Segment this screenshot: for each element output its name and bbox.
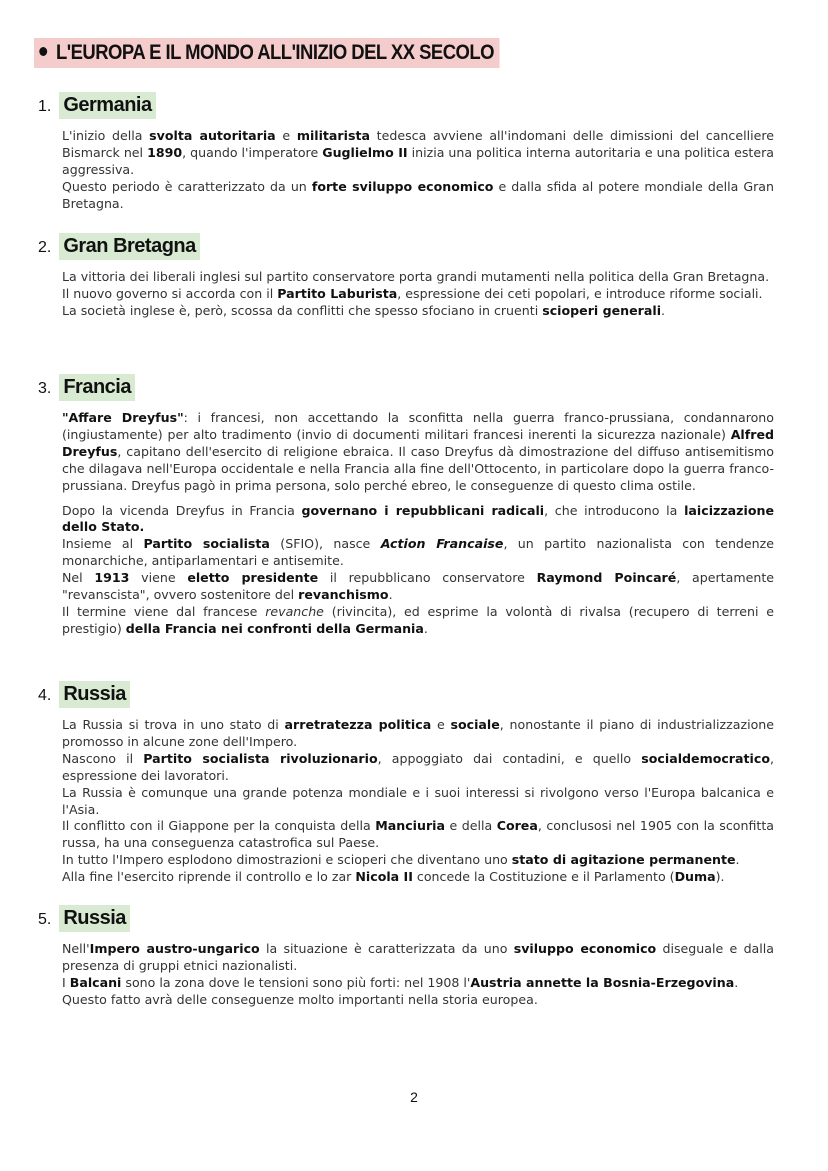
page-number: 2 xyxy=(410,1089,418,1105)
paragraph: Dopo la vicenda Dreyfus in Francia governano i repubblicani radicali, che introducono la laicizzazione dello Stato. xyxy=(62,502,774,535)
paragraph: La Russia si trova in uno stato di arretratezza politica e sociale, nonostante il piano di industrializzazione promosso in alcune zone dell'Impero. xyxy=(62,717,775,749)
bullet-icon xyxy=(39,47,47,56)
paragraph: Questo fatto avrà delle conseguenze molto importanti nella storia europea. xyxy=(62,991,538,1007)
paragraph: La vittoria dei liberali inglesi sul partito conservatore porta grandi mutamenti nella politica della Gran Bretagna. xyxy=(62,269,770,284)
section-body-germania xyxy=(62,128,774,213)
paragraph: Il termine viene dal francese revanche (rivincita), ed esprime la volontà di rivalsa (recupero di terreni e prestigio) della Francia nei confronti della Germania. xyxy=(62,603,774,636)
page-title: L'EUROPA E IL MONDO ALL'INIZIO DEL XX SECOLO xyxy=(34,38,499,68)
section-heading-austria: 5. Russia xyxy=(38,905,130,932)
paragraph: L'inizio della svolta autoritaria e militarista tedesca avviene all'indomani delle dimissioni del cancelliere Bismarck nel 1890, quando l'imperatore Guglielmo II inizia una politica interna autoritaria e una politica estera aggressiva. xyxy=(62,128,775,177)
paragraph: In tutto l'Impero esplodono dimostrazioni e scioperi che diventano uno stato di agitazione permanente. xyxy=(62,852,740,868)
section-body-russia xyxy=(62,717,774,886)
section-heading-russia: 4. Russia xyxy=(38,681,130,708)
paragraph: Nel 1913 viene eletto presidente il repubblicano conservatore Raymond Poincaré, apertamente "revanscista", ovvero sostenitore del revanchismo. xyxy=(62,570,775,603)
paragraph: "Affare Dreyfus": i francesi, non accettando la sconfitta nella guerra franco-prussiana, condannarono (ingiustamente) per alto tradimento (invio di documenti militari francesi inerenti la sicurezza nazionale) Alfred Dreyfus, capitano dell'esercito di religione ebraica. Il caso Dreyfus dà dimostrazione del diffuso antisemitismo che dilagava nell'Europa occidentale e nella Francia alla fine dell'Ottocento, in particolare dopo la guerra franco-prussiana. Dreyfus pagò in prima persona, solo perché ebreo, le conseguenze di questo clima ostile. xyxy=(62,410,774,493)
section-body-francia xyxy=(62,410,774,638)
paragraph: Nell'Impero austro-ungarico la situazione è caratterizzata da uno sviluppo economico diseguale e dalla presenza di gruppi etnici nazionalisti. xyxy=(62,941,774,973)
paragraph: Alla fine l'esercito riprende il controllo e lo zar Nicola II concede la Costituzione e il Parlamento (Duma). xyxy=(62,869,725,885)
section-heading-germania: 1. Germania xyxy=(38,92,156,119)
paragraph: Nascono il Partito socialista rivoluzionario, appoggiato dai contadini, e quello socialdemocratico, espressione dei lavoratori. xyxy=(62,750,774,783)
section-body-austria xyxy=(62,941,774,1009)
section-body-gran-bretagna xyxy=(62,269,774,320)
section-heading-francia: 3. Francia xyxy=(38,374,135,401)
paragraph: Il conflitto con il Giappone per la conquista della Manciuria e della Corea, conclusosi nel 1905 con la sconfitta russa, ha una conseguenza catastrofica sul Paese. xyxy=(62,818,774,851)
paragraph: Insieme al Partito socialista (SFIO), nasce Action Francaise, un partito nazionalista con tendenze monarchiche, antiparlamentari e antisemite. xyxy=(62,536,775,569)
paragraph: I Balcani sono la zona dove le tensioni sono più forti: nel 1908 l'Austria annette la Bosnia-Erzegovina. xyxy=(62,974,739,990)
paragraph: Il nuovo governo si accorda con il Partito Laburista, espressione dei ceti popolari, e introduce riforme sociali. xyxy=(62,285,763,301)
paragraph: La società inglese è, però, scossa da conflitti che spesso sfociano in cruenti scioperi generali. xyxy=(62,302,666,318)
paragraph: Questo periodo è caratterizzato da un forte sviluppo economico e dalla sfida al potere mondiale della Gran Bretagna. xyxy=(62,178,774,211)
paragraph: La Russia è comunque una grande potenza mondiale e i suoi interessi si rivolgono verso l'Europa balcanica e l'Asia. xyxy=(62,784,774,817)
section-heading-gran-bretagna: 2. Gran Bretagna xyxy=(38,233,200,260)
